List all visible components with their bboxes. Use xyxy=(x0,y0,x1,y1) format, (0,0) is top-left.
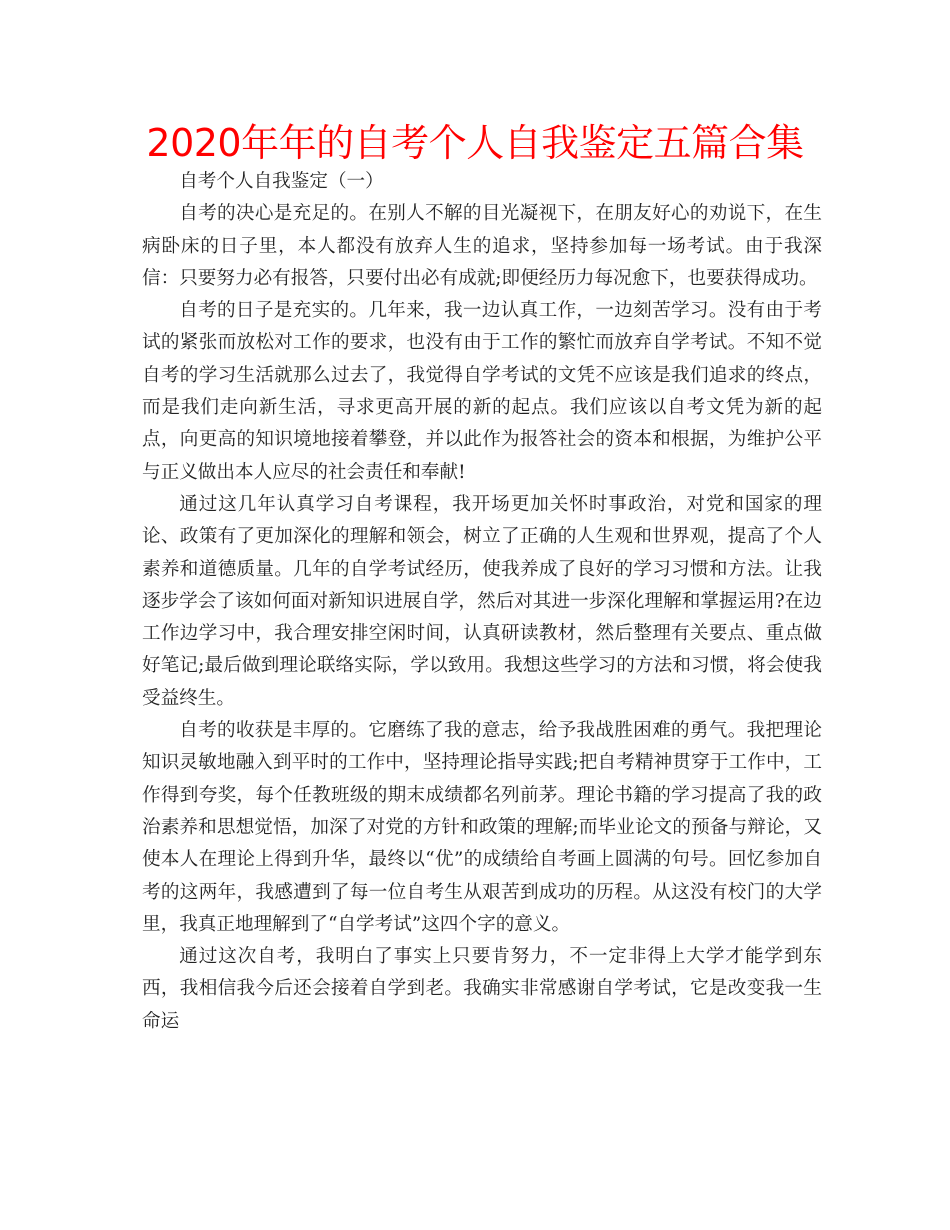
paragraph-3: 通过这几年认真学习自考课程，我开场更加关怀时事政治，对党和国家的理论、政策有了更加深化的理解和领会，树立了正确的人生观和世界观，提高了个人素养和道德质量。几年的自学考试经历，使我养成了良好的学习习惯和方法。让我逐步学会了该如何面对新知识进展自学，然后对其进一步深化理解和掌握运用?在边工作边学习中，我合理安排空闲时间，认真研读教材，然后整理有关要点、重点做好笔记;最后做到理论联络实际，学以致用。我想这些学习的方法和习惯，将会使我受益终生。 xyxy=(142,493,822,709)
section-subtitle: 自考个人自我鉴定（一） xyxy=(179,171,384,192)
paragraph-4: 自考的收获是丰厚的。它磨练了我的意志，给予我战胜困难的勇气。我把理论知识灵敏地融入到平时的工作中，坚持理论指导实践;把自考精神贯穿于工作中，工作得到夸奖，每个任教班级的期末成绩都名列前茅。理论书籍的学习提高了我的政治素养和思想觉悟，加深了对党的方针和政策的理解;而毕业论文的预备与辩论，又使本人在理论上得到升华，最终以“优”的成绩给自考画上圆满的句号。回忆参加自考的这两年，我感遭到了每一位自考生从艰苦到成功的历程。从这没有校门的大学里，我真正地理解到了“自学考试”这四个字的意义。 xyxy=(142,720,822,935)
paragraph-2: 自考的日子是充实的。几年来，我一边认真工作，一边刻苦学习。没有由于考试的紧张而放松对工作的要求，也没有由于工作的繁忙而放弃自学考试。不知不觉自考的学习生活就那么过去了，我觉得自学考试的文凭不应该是我们追求的终点，而是我们走向新生活，寻求更高开展的新的起点。我们应该以自考文凭为新的起点，向更高的知识境地接着攀登，并以此作为报答社会的资本和根据，为维护公平与正义做出本人应尽的社会责任和奉献! xyxy=(142,300,822,483)
paragraph-5: 通过这次自考，我明白了事实上只要肯努力，不一定非得上大学才能学到东西，我相信我今后还会接着自学到老。我确实非常感谢自学考试，它是改变我一生命运 xyxy=(142,946,822,1032)
document-title: 2020年年的自考个人自我鉴定五篇合集 xyxy=(146,121,804,165)
document-body xyxy=(142,166,822,1038)
paragraph-1: 自考的决心是充足的。在别人不解的目光凝视下，在朋友好心的劝说下，在生病卧床的日子里，本人都没有放弃人生的追求，坚持参加每一场考试。由于我深信：只要努力必有报答，只要付出必有成就;即便经历力每况愈下，也要获得成功。 xyxy=(142,203,822,289)
